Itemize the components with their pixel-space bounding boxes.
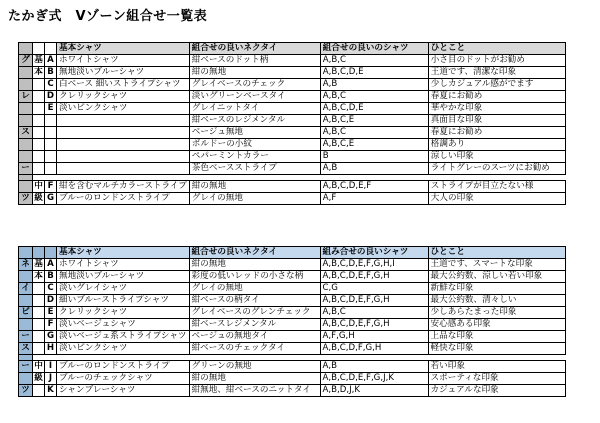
code-cell: G (45, 331, 57, 343)
suit-cell: A,B,C (320, 91, 428, 103)
shirt-cell: 無地淡いブルーシャツ (57, 271, 190, 283)
table-row (19, 259, 566, 271)
shirt-cell: 淡いピンクシャツ (57, 343, 190, 355)
tie-cell: グレイベースのグレンチェック (189, 307, 320, 319)
tie-cell: グレイの無地 (189, 283, 320, 295)
tie-cell: 紺の無地 (189, 373, 320, 385)
header-row (19, 43, 566, 55)
level-cell (33, 319, 45, 331)
suit-cell: A,B,D,J,K (320, 385, 428, 397)
suit-cell: A,B (320, 361, 428, 373)
page-title: たかぎ式 Vゾーン組合せ一覧表 (8, 9, 208, 24)
tie-cell: 紺ベースレジメンタル (189, 319, 320, 331)
group-label-cell (19, 181, 33, 193)
suit-cell: A,F,G,H (320, 331, 428, 343)
group-label-cell: ー (19, 331, 33, 343)
tie-cell: 彩度の低いレッドの小さな柄 (189, 271, 320, 283)
shirt-cell: 淡いグレイシャツ (57, 283, 190, 295)
tie-cell: 紺ベースのドット柄 (189, 55, 320, 67)
shirt-cell (57, 115, 190, 127)
note-cell: 最大公約数、涼しい若い印象 (428, 271, 565, 283)
table-row (19, 91, 566, 103)
level-cell (33, 139, 45, 151)
table-row (19, 151, 566, 163)
note-cell: カジュアルな印象 (428, 385, 565, 397)
suit-cell: A,B,C,D,E,F,G,H (320, 319, 428, 331)
tie-cell: 淡いグリーンベースタイ (189, 91, 320, 103)
table-row (19, 319, 566, 331)
header-row (19, 247, 566, 259)
shirt-cell: ブルーのチェックシャツ (57, 373, 190, 385)
code-cell: I (45, 361, 57, 373)
level-cell (33, 295, 45, 307)
group-label-cell: ビ (19, 307, 33, 319)
level-cell (33, 151, 45, 163)
code-cell: C (45, 283, 57, 295)
level-cell: 級 (34, 373, 43, 383)
suit-cell: A,B,C,D,E,F,G,H (320, 271, 428, 283)
note-cell: 王道です、スマートな印象 (428, 259, 565, 271)
table-row (19, 67, 566, 79)
tie-cell: 紺ベースの柄タイ (189, 295, 320, 307)
column-header: 組合せの良いネクタイ (189, 247, 320, 259)
suit-cell: A,B,C,D,F,G,H (320, 343, 428, 355)
code-cell (45, 163, 57, 175)
group-label-cell: レ (19, 91, 33, 103)
table-row (19, 385, 566, 397)
shirt-cell: 淡いベージュ系ストライプシャツ (57, 331, 190, 343)
table-row (19, 331, 566, 343)
group-label-cell: ー (19, 163, 33, 175)
suit-cell: C,G (320, 283, 428, 295)
note-cell: 大人の印象 (428, 193, 565, 205)
level-cell (33, 385, 45, 397)
suit-cell: A,B,C (320, 127, 428, 139)
note-cell: 上品な印象 (428, 331, 565, 343)
level-cell: 中 (34, 361, 43, 371)
level-cell (33, 331, 45, 343)
level-cell (33, 307, 45, 319)
tie-cell: ペパーミントカラー (189, 151, 320, 163)
suit-cell: A,B,C,D,E (320, 103, 428, 115)
group-label-cell (19, 103, 33, 115)
table-row (19, 373, 566, 385)
level-cell (33, 163, 45, 175)
group-label-cell: ス (19, 127, 33, 139)
tie-cell: 茶色ベースストライプ (189, 163, 320, 175)
note-cell: 小さ目のドットがお勧め (428, 55, 565, 67)
column-header: 組合せの良いのシャツ (320, 43, 428, 55)
level-header-cell (33, 247, 45, 259)
tie-cell: 紺の無地 (189, 259, 320, 271)
note-cell: 若い印象 (428, 361, 565, 373)
group-label-cell (19, 295, 33, 307)
code-cell: A (45, 55, 57, 67)
level-cell: 級 (34, 193, 43, 203)
shirt-cell: 紺を含むマルチカラーストライプ (57, 181, 190, 193)
table-row (19, 283, 566, 295)
tie-cell: グリーンの無地 (189, 361, 320, 373)
shirt-cell: シャンブレーシャツ (57, 385, 190, 397)
table-row (19, 361, 566, 373)
shirt-cell: 無地淡いブルーシャツ (57, 67, 190, 79)
note-cell: ストライプが目立たない様 (428, 181, 565, 193)
shirt-cell (57, 127, 190, 139)
gray-suit-table-body (19, 43, 566, 205)
table-row (19, 295, 566, 307)
note-cell: 春夏にお勧め (428, 91, 565, 103)
shirt-cell (57, 151, 190, 163)
table-row (19, 271, 566, 283)
code-cell (45, 151, 57, 163)
note-cell: 最大公約数、清々しい (428, 295, 565, 307)
group-label-cell (19, 139, 33, 151)
table-row (19, 163, 566, 175)
suit-cell: A,B (320, 79, 428, 91)
level-cell (33, 103, 45, 115)
shirt-cell (57, 163, 190, 175)
shirt-cell: クレリックシャツ (57, 91, 190, 103)
table-row (19, 139, 566, 151)
group-label-cell: ス (19, 343, 33, 355)
suit-cell: A,B (320, 163, 428, 175)
level-cell (33, 283, 45, 295)
code-cell: C (45, 79, 57, 91)
group-label-cell: ー (19, 361, 33, 373)
code-cell: F (45, 319, 57, 331)
level-cell: 本 (34, 271, 43, 281)
suit-cell: A,B,C,E (320, 139, 428, 151)
code-cell: A (45, 259, 57, 271)
column-header: 基本シャツ (57, 43, 190, 55)
tie-cell: ベージュ無地 (189, 127, 320, 139)
table-row (19, 181, 566, 193)
tie-cell: 紺無地、紺ベースのニットタイ (189, 385, 320, 397)
level-cell (33, 343, 45, 355)
group-label-cell (19, 319, 33, 331)
level-header-cell (33, 43, 45, 55)
gray-suit-table (18, 42, 566, 205)
tie-cell: 紺の無地 (189, 67, 320, 79)
column-header: ひとこと (428, 247, 565, 259)
suit-cell: B (320, 151, 428, 163)
table-row (19, 55, 566, 67)
table-row (19, 307, 566, 319)
group-label-cell: ツ (19, 193, 33, 205)
tie-cell: 紺ベースのレジメンタル (189, 115, 320, 127)
shirt-cell: 淡いベージュシャツ (57, 319, 190, 331)
group-label-cell (19, 373, 33, 385)
code-cell (45, 139, 57, 151)
suit-cell: A,B,C,D,E,F (320, 181, 428, 193)
column-header: 組み合せの良いシャツ (320, 247, 428, 259)
level-cell: 基 (34, 259, 43, 269)
note-cell: 春夏にお勧め (428, 127, 565, 139)
code-cell: H (45, 343, 57, 355)
tie-cell: ベージュの無地タイ (189, 331, 320, 343)
group-label-cell: グ (19, 55, 33, 67)
suit-cell: A,B,C,D,E (320, 67, 428, 79)
group-label-cell (19, 115, 33, 127)
code-cell: D (45, 295, 57, 307)
group-label-cell (19, 271, 33, 283)
level-cell: 本 (34, 67, 43, 77)
suit-cell: A,B,C (320, 55, 428, 67)
tie-cell: 紺ベースのチェックタイ (189, 343, 320, 355)
column-header: 組合せの良いネクタイ (189, 43, 320, 55)
suit-cell: A,F (320, 193, 428, 205)
shirt-cell: クレリックシャツ (57, 307, 190, 319)
note-cell: 新鮮な印象 (428, 283, 565, 295)
table-row (19, 115, 566, 127)
code-cell: B (45, 271, 57, 283)
code-cell: E (45, 103, 57, 115)
level-cell (33, 115, 45, 127)
note-cell: 格調あり (428, 139, 565, 151)
table-row (19, 127, 566, 139)
table-row (19, 193, 566, 205)
tie-cell: ボルドーの小紋 (189, 139, 320, 151)
shirt-cell: ブルーのロンドンストライプ (57, 361, 190, 373)
note-cell: 涼しい印象 (428, 151, 565, 163)
shirt-cell: 細いブルーストライプシャツ (57, 295, 190, 307)
table-row (19, 103, 566, 115)
note-cell: 華やかな印象 (428, 103, 565, 115)
note-cell: ライトグレーのスーツにお勧め (428, 163, 565, 175)
table-row (19, 343, 566, 355)
shirt-cell: 白ベース 細いストライプシャツ (57, 79, 190, 91)
suit-cell: A,B,C,E (320, 115, 428, 127)
tie-cell: グレイの無地 (189, 193, 320, 205)
group-label-cell (19, 67, 33, 79)
code-cell (45, 115, 57, 127)
note-cell: 真面目な印象 (428, 115, 565, 127)
group-label-cell (19, 43, 33, 55)
code-cell: D (45, 91, 57, 103)
code-cell: F (45, 181, 57, 193)
navy-suit-table (18, 246, 566, 397)
suit-cell: A,B,C,D,E,F,G,H,I (320, 259, 428, 271)
tie-cell: 紺の無地 (189, 181, 320, 193)
table-row (19, 79, 566, 91)
group-label-cell: ネ (19, 259, 33, 271)
group-label-cell (19, 79, 33, 91)
group-label-cell (19, 151, 33, 163)
shirt-cell: ホワイトシャツ (57, 259, 190, 271)
note-cell: 軽快な印象 (428, 343, 565, 355)
note-cell: スポーティな印象 (428, 373, 565, 385)
suit-cell: A,B,C,D,E,F,G,J,K (320, 373, 428, 385)
code-cell: K (45, 385, 57, 397)
level-cell (33, 79, 45, 91)
code-cell: G (45, 193, 57, 205)
code-header-cell (45, 43, 57, 55)
shirt-cell: ホワイトシャツ (57, 55, 190, 67)
group-label-cell: ツ (19, 385, 33, 397)
tie-cell: グレイニットタイ (189, 103, 320, 115)
tie-cell: グレイベースのチェック (189, 79, 320, 91)
group-label-cell: イ (19, 283, 33, 295)
shirt-cell (57, 139, 190, 151)
group-label-cell (19, 247, 33, 259)
navy-suit-table-body (19, 247, 566, 397)
code-cell: E (45, 307, 57, 319)
suit-cell: A,B,C (320, 307, 428, 319)
level-cell (33, 127, 45, 139)
level-cell: 基 (34, 55, 43, 65)
code-header-cell (45, 247, 57, 259)
level-cell: 中 (34, 181, 43, 191)
shirt-cell: 淡いピンクシャツ (57, 103, 190, 115)
column-header: 基本シャツ (57, 247, 190, 259)
level-cell (33, 91, 45, 103)
note-cell: 少しカジュアル感がでます (428, 79, 565, 91)
code-cell: B (45, 67, 57, 79)
shirt-cell: ブルーのロンドンストライプ (57, 193, 190, 205)
note-cell: 王道です、清潔な印象 (428, 67, 565, 79)
column-header: ひとこと (428, 43, 565, 55)
suit-cell: A,B,C,D,E,F,G,H (320, 295, 428, 307)
note-cell: 少しあらたまった印象 (428, 307, 565, 319)
note-cell: 安心感ある印象 (428, 319, 565, 331)
code-cell: J (45, 373, 57, 385)
code-cell (45, 127, 57, 139)
